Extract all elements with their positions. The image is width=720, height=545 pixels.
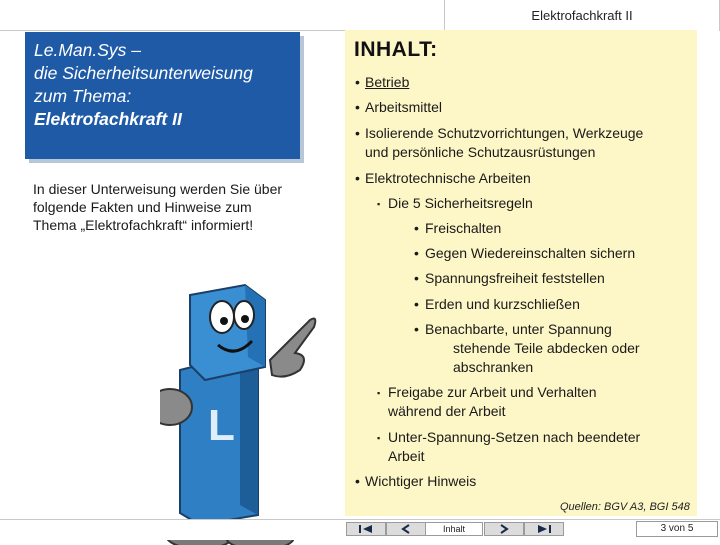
list-subitem bbox=[377, 428, 641, 447]
list-item bbox=[355, 124, 644, 143]
chevron-right-icon bbox=[493, 524, 515, 534]
bullet: ▪ bbox=[377, 388, 381, 398]
last-page-icon bbox=[533, 524, 555, 534]
list-item-continuation: und persönliche Schutzausrüstungen bbox=[365, 144, 596, 160]
list-subsubitem bbox=[414, 219, 502, 238]
bullet: • bbox=[355, 74, 360, 90]
title-line-1: Le.Man.Sys – bbox=[34, 40, 141, 60]
title-line-4: Elektrofachkraft II bbox=[34, 109, 182, 129]
bottom-nav-divider bbox=[0, 519, 720, 520]
table-of-contents-button[interactable]: Inhalt bbox=[425, 522, 483, 536]
list-item-continuation: abschranken bbox=[453, 359, 534, 375]
bullet: • bbox=[414, 220, 419, 236]
item-text: Wichtiger Hinweis bbox=[365, 473, 477, 489]
list-subsubitem bbox=[414, 320, 612, 339]
item-text: Benachbarte, unter Spannung bbox=[425, 321, 612, 337]
bullet: • bbox=[355, 473, 360, 489]
item-text: Gegen Wiedereinschalten sichern bbox=[425, 245, 636, 261]
item-text: Isolierende Schutzvorrichtungen, Werkzeuge bbox=[365, 125, 644, 141]
bullet: • bbox=[414, 296, 419, 312]
item-text: Freischalten bbox=[425, 220, 502, 236]
item-text: Spannungsfreiheit feststellen bbox=[425, 270, 605, 286]
item-text: Arbeitsmittel bbox=[365, 99, 443, 115]
title-line-2: die Sicherheitsunterweisung bbox=[34, 63, 253, 83]
list-item bbox=[355, 169, 531, 188]
item-text: Die 5 Sicherheitsregeln bbox=[388, 195, 533, 211]
item-text: Elektrotechnische Arbeiten bbox=[365, 170, 531, 186]
bullet: • bbox=[414, 321, 419, 337]
chevron-left-icon bbox=[395, 524, 417, 534]
mascot-letter: L bbox=[208, 401, 235, 450]
bullet: • bbox=[414, 245, 419, 261]
bullet: • bbox=[355, 99, 360, 115]
betrieb-link[interactable]: Betrieb bbox=[365, 74, 410, 90]
list-subitem bbox=[377, 383, 597, 402]
item-text: Freigabe zur Arbeit und Verhalten bbox=[388, 384, 597, 400]
item-text: Unter-Spannung-Setzen nach beendeter bbox=[388, 429, 641, 445]
list-subsubitem bbox=[414, 269, 605, 288]
page-indicator: 3 von 5 bbox=[636, 521, 718, 537]
list-item bbox=[355, 98, 443, 117]
list-item-continuation: stehende Teile abdecken oder bbox=[453, 340, 640, 356]
sources-text: Quellen: BGV A3, BGI 548 bbox=[560, 501, 690, 513]
list-item-betrieb[interactable] bbox=[355, 73, 410, 92]
list-item-continuation: während der Arbeit bbox=[388, 403, 506, 419]
first-page-button[interactable] bbox=[346, 522, 386, 536]
list-subitem bbox=[377, 194, 533, 213]
item-text: Erden und kurzschließen bbox=[425, 296, 580, 312]
header-tab bbox=[444, 0, 720, 31]
last-page-button[interactable] bbox=[524, 522, 564, 536]
bullet: ▪ bbox=[377, 433, 381, 443]
intro-text: In dieser Unterweisung werden Sie über folgende Fakten und Hinweise zum Thema „Elektrofachkraft“ informiert! bbox=[33, 181, 283, 233]
bullet: • bbox=[414, 270, 419, 286]
mascot-illustration bbox=[160, 275, 320, 545]
header-title: Elektrofachkraft II bbox=[531, 8, 633, 23]
title-box bbox=[25, 32, 300, 159]
bullet: • bbox=[355, 170, 360, 186]
bullet: ▪ bbox=[377, 199, 381, 209]
bullet: • bbox=[355, 125, 360, 141]
first-page-icon bbox=[355, 524, 377, 534]
list-subsubitem bbox=[414, 244, 636, 263]
list-item-continuation: Arbeit bbox=[388, 448, 425, 464]
title-line-3: zum Thema: bbox=[34, 86, 132, 106]
next-page-button[interactable] bbox=[484, 522, 524, 536]
list-subsubitem bbox=[414, 295, 580, 314]
list-item bbox=[355, 472, 477, 491]
content-heading: INHALT: bbox=[354, 38, 438, 61]
previous-page-button[interactable] bbox=[386, 522, 426, 536]
